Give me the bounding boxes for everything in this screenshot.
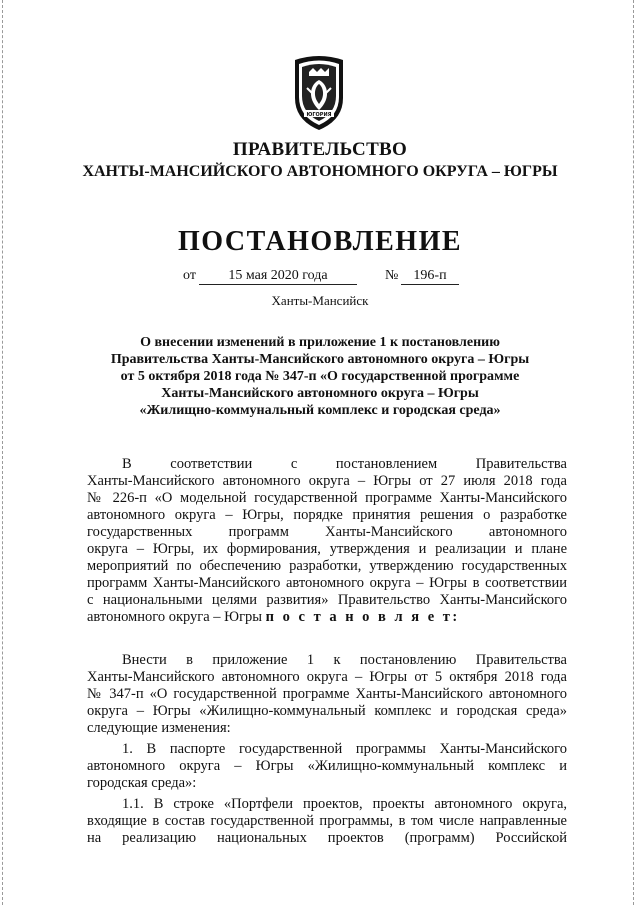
body-line: № 347-п «О государственной программе Ханты-Мансийского автономного xyxy=(87,686,567,702)
city: Ханты-Мансийск xyxy=(271,293,369,308)
body-line: государственных программ Ханты-Мансийского автономного xyxy=(87,524,567,540)
subject-line: «Жилищно-коммунальный комплекс и городская среда» xyxy=(139,403,501,418)
body-line: следующие изменения: xyxy=(87,720,231,736)
body-line: автономного округа – Югры «Жилищно-коммунальный комплекс и xyxy=(87,758,567,774)
subject-line: О внесении изменений в приложение 1 к постановлению xyxy=(140,335,500,350)
date-number-line xyxy=(175,268,475,286)
government-subtitle: ХАНТЫ-МАНСИЙСКОГО АВТОНОМНОГО ОКРУГА – ЮГРЫ xyxy=(82,163,558,180)
document-number: 196-п xyxy=(401,268,459,285)
body-line: округа – Югры «Жилищно-коммунальный комплекс и городская среда» xyxy=(87,703,567,719)
government-title: ПРАВИТЕЛЬСТВО xyxy=(232,139,408,160)
resolution-verb: п о с т а н о в л я е т: xyxy=(265,609,460,625)
body-line: округа – Югры, их формирования, утверждения и реализации и плане xyxy=(87,541,567,557)
body-line-last xyxy=(87,609,567,626)
page-edge-left xyxy=(2,0,3,905)
document-date: 15 мая 2020 года xyxy=(199,268,357,285)
page-edge-right xyxy=(633,0,634,905)
body-line: Внести в приложение 1 к постановлению Правительства xyxy=(122,652,567,668)
number-prefix: № xyxy=(385,268,399,283)
body-line: на реализацию национальных проектов (программ) Российской xyxy=(87,830,567,846)
subject-line: Правительства Ханты-Мансийского автономного округа – Югры xyxy=(110,352,530,367)
body-line: Ханты-Мансийского автономного округа – Югры от 5 октября 2018 года xyxy=(87,669,567,685)
subject-line: Ханты-Мансийского автономного округа – Югры xyxy=(161,386,479,401)
body-line: городская среда»: xyxy=(87,775,197,791)
date-prefix: от xyxy=(183,268,196,283)
body-line: В соответствии с постановлением Правительства xyxy=(122,456,567,472)
document-type-title: ПОСТАНОВЛЕНИЕ xyxy=(177,226,463,257)
emblem-banner-text: ЮГОРИЯ xyxy=(306,112,332,118)
body-line-text: автономного округа – Югры xyxy=(87,609,263,625)
body-line: № 226-п «О модельной государственной программе Ханты-Мансийского xyxy=(87,490,567,506)
body-line: 1. В паспорте государственной программы Ханты-Мансийского xyxy=(122,741,567,757)
body-line: мероприятий по обеспечению разработки, утверждению государственных xyxy=(87,558,567,574)
body-line: с национальными целями развития» Правительство Ханты-Мансийского xyxy=(87,592,567,608)
body-line: входящие в состав государственной программы, в том числе направленные xyxy=(87,813,567,829)
document-subject xyxy=(80,334,560,419)
body-line: 1.1. В строке «Портфели проектов, проекты автономного округа, xyxy=(122,796,567,812)
body-line: автономного округа – Югры, порядке принятия решения о разработке xyxy=(87,507,567,523)
body-line: программ Ханты-Мансийского автономного округа – Югры в соответствии xyxy=(87,575,567,591)
coat-of-arms-emblem xyxy=(287,54,351,134)
body-line: Ханты-Мансийского автономного округа – Югры от 27 июля 2018 года xyxy=(87,473,567,489)
subject-line: от 5 октября 2018 года № 347-п «О государственной программе xyxy=(120,369,520,384)
